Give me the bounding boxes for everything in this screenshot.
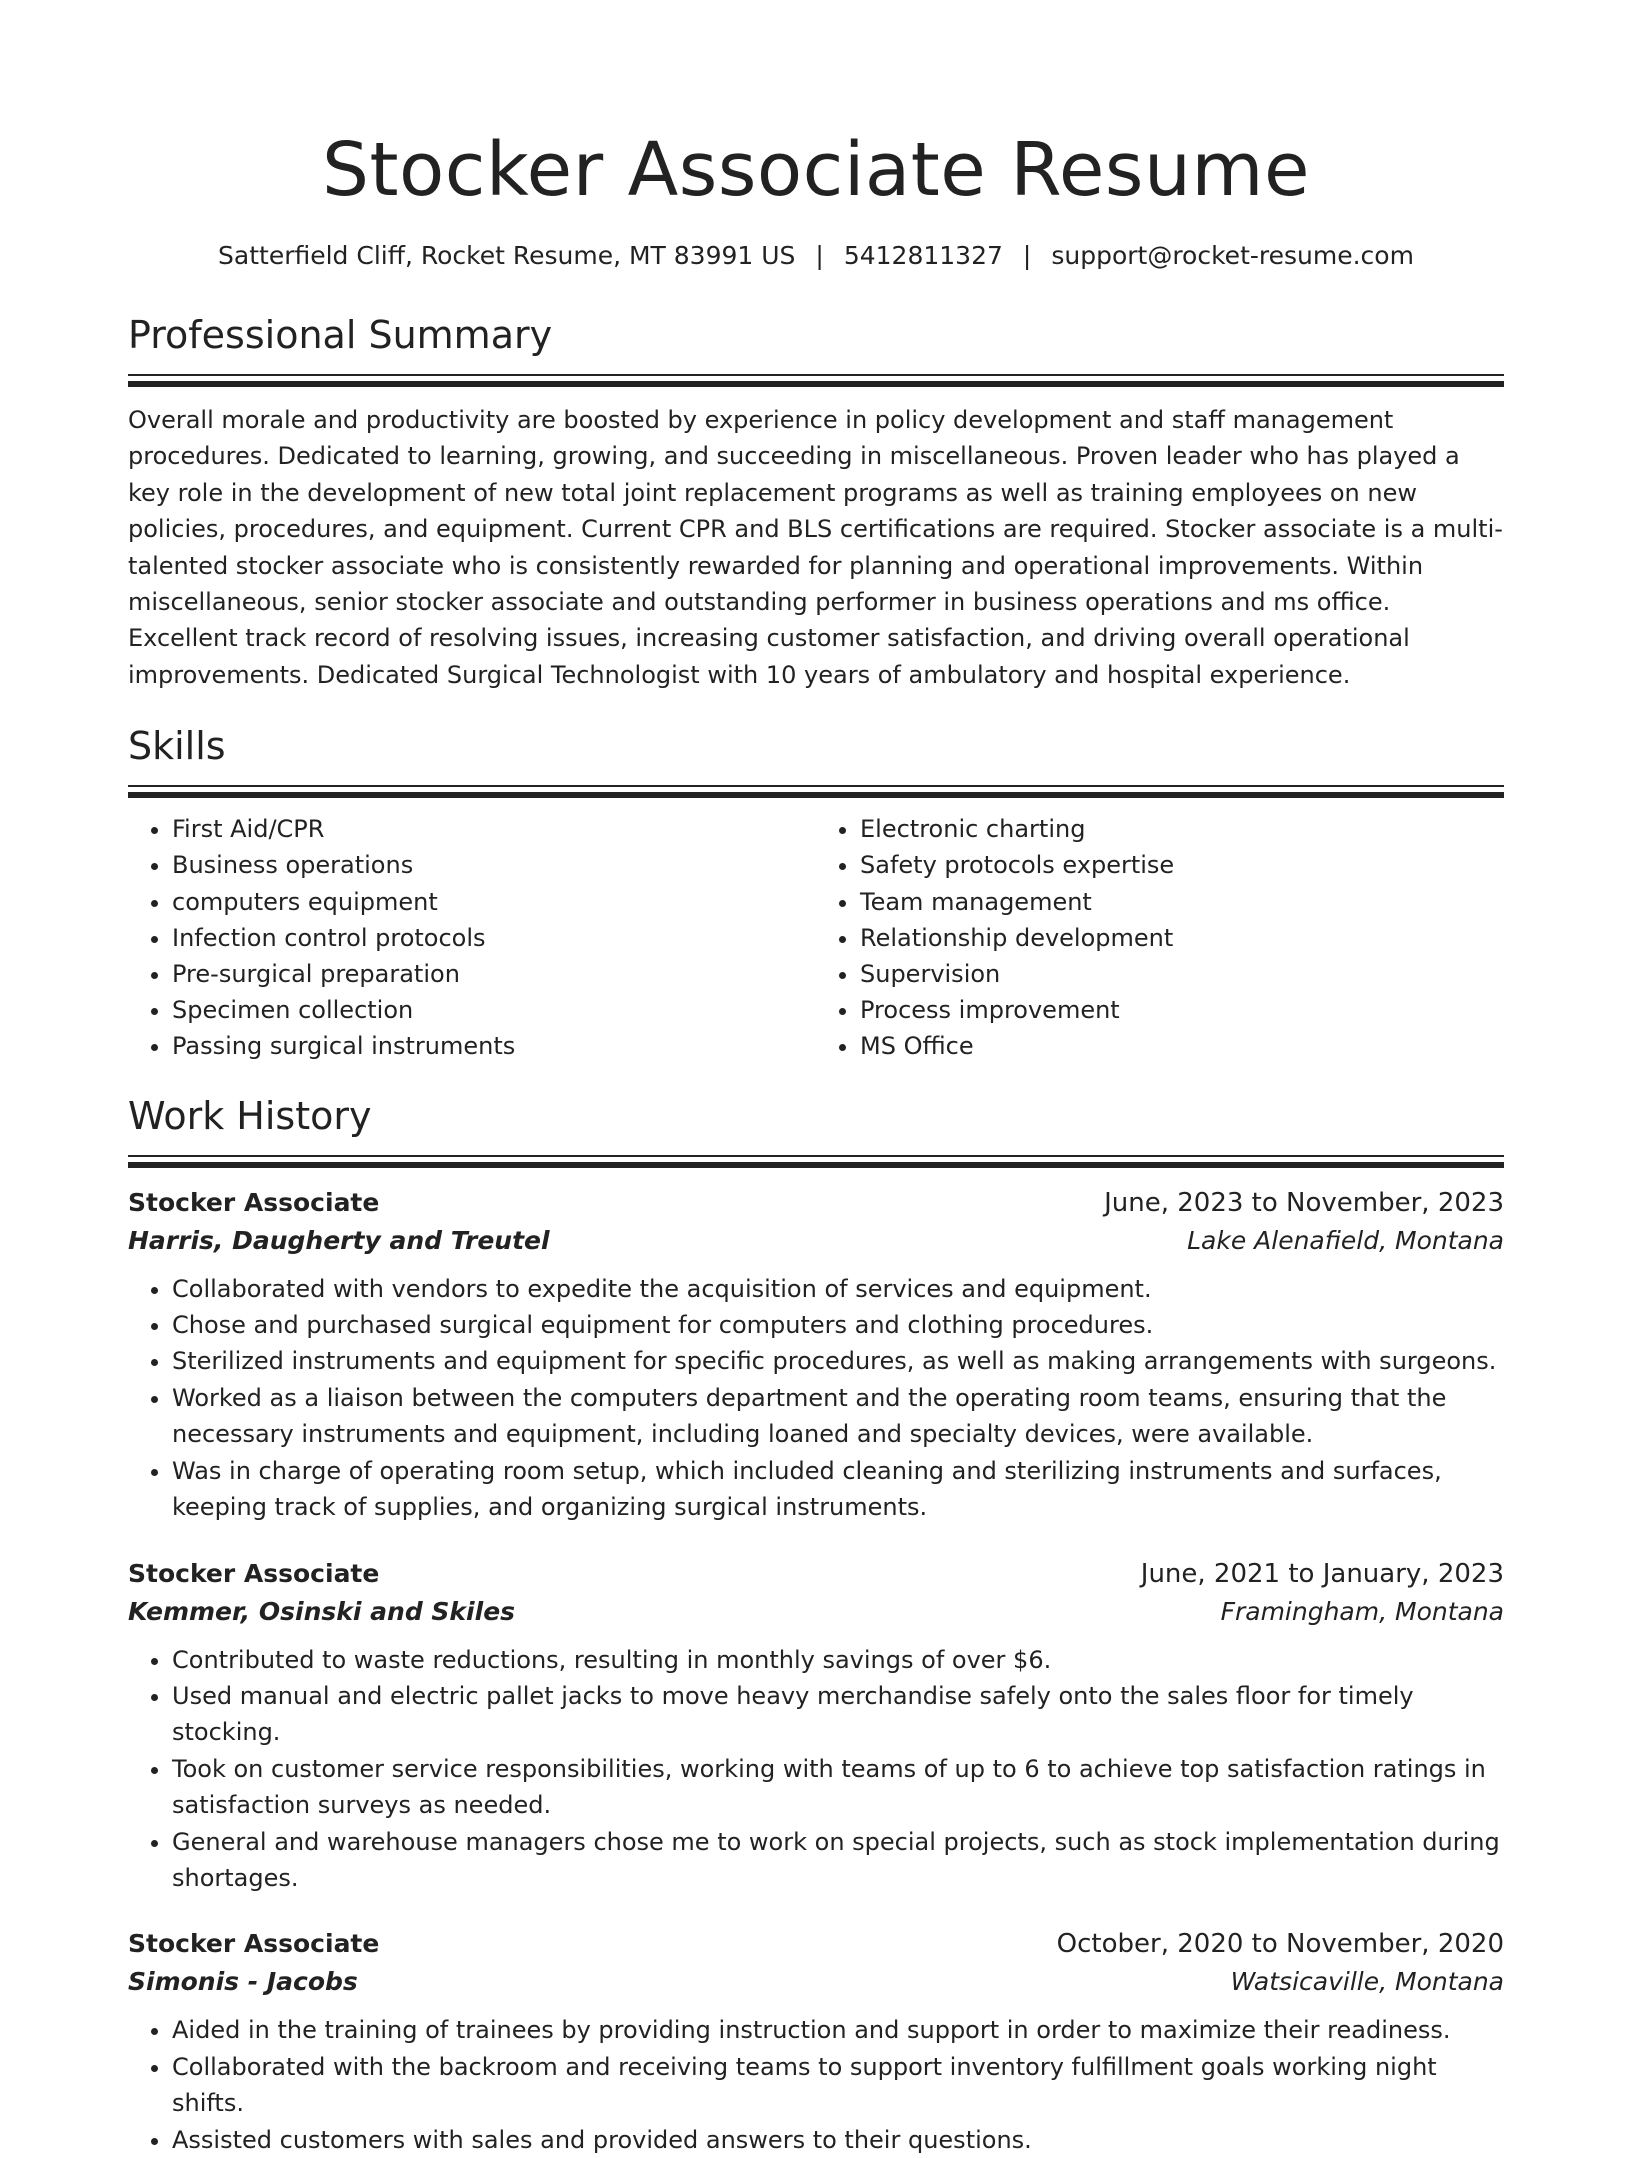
section-divider: [128, 374, 1504, 388]
job-bullet: • General and warehouse managers chose me to work on special projects, such as stock implementation during shortages.: [172, 1824, 1504, 1897]
skills-list-left: [128, 811, 816, 1064]
job-entry: [128, 1926, 1504, 2158]
contact-address: Satterfield Cliff, Rocket Resume, MT 83991 US: [218, 241, 796, 270]
job-bullets: [128, 1642, 1504, 1897]
skill-item: • Process improvement: [860, 992, 1504, 1028]
job-bullet: • Collaborated with the backroom and receiving teams to support inventory fulfillment goals working night shifts.: [172, 2049, 1504, 2122]
job-entry: [128, 1556, 1504, 1897]
job-location: Lake Alenafield, Montana: [1187, 1225, 1504, 1255]
section-heading-skills: Skills: [128, 724, 226, 769]
job-bullet: • Used manual and electric pallet jacks to move heavy merchandise safely onto the sales floor for timely stocking.: [172, 1678, 1504, 1751]
skill-item: • MS Office: [860, 1028, 1504, 1064]
job-title: Stocker Associate: [128, 1187, 380, 1217]
skill-item: • Pre-surgical preparation: [172, 956, 816, 992]
section-heading-summary: Professional Summary: [128, 313, 553, 357]
job-subheader: [128, 1592, 1504, 1632]
job-subheader: [128, 1962, 1504, 2002]
job-header: [128, 1926, 1504, 1962]
skill-item: • Supervision: [860, 956, 1504, 992]
skill-item: • Business operations: [172, 847, 816, 883]
job-location: Watsicaville, Montana: [1230, 1967, 1504, 1997]
job-bullet: • Contributed to waste reductions, resulting in monthly savings of over $6.: [172, 1642, 1504, 1678]
skill-item: • Safety protocols expertise: [860, 847, 1504, 883]
summary-section: [128, 310, 1504, 693]
job-entry: [128, 1185, 1504, 1526]
job-company: Kemmer, Osinski and Skiles: [128, 1596, 516, 1626]
job-bullet: • Was in charge of operating room setup, which included cleaning and sterilizing instruments and surfaces, keeping track of supplies, and organizing surgical instruments.: [172, 1453, 1504, 1526]
resume-page: [128, 0, 1504, 2158]
work-history-section: [128, 1091, 1504, 2158]
job-header: [128, 1185, 1504, 1221]
job-bullets: [128, 2012, 1504, 2158]
job-dates: June, 2021 to January, 2023: [1140, 1558, 1504, 1589]
skills-section: [128, 721, 1504, 1064]
job-title: Stocker Associate: [128, 1929, 380, 1959]
job-bullet: • Sterilized instruments and equipment for specific procedures, as well as making arrangements with surgeons.: [172, 1343, 1504, 1379]
contact-separator: |: [815, 241, 824, 270]
skill-item: • Team management: [860, 884, 1504, 920]
job-dates: October, 2020 to November, 2020: [1056, 1929, 1504, 1960]
job-bullet: • Chose and purchased surgical equipment for computers and clothing procedures.: [172, 1307, 1504, 1343]
resume-title: Stocker Associate Resume: [322, 127, 1310, 213]
job-title: Stocker Associate: [128, 1558, 380, 1588]
job-location: Framingham, Montana: [1220, 1596, 1504, 1626]
job-company: Simonis - Jacobs: [128, 1967, 358, 1997]
job-bullet: • Assisted customers with sales and provided answers to their questions.: [172, 2122, 1504, 2158]
skill-item: • Passing surgical instruments: [172, 1028, 816, 1064]
job-bullet: • Took on customer service responsibilities, working with teams of up to 6 to achieve top satisfaction ratings in satisfaction surveys as needed.: [172, 1751, 1504, 1824]
job-company: Harris, Daugherty and Treutel: [128, 1225, 550, 1255]
skill-item: • Relationship development: [860, 920, 1504, 956]
job-bullet: • Aided in the training of trainees by providing instruction and support in order to maximize their readiness.: [172, 2012, 1504, 2048]
contact-separator: |: [1022, 241, 1032, 270]
job-bullet: • Worked as a liaison between the computers department and the operating room teams, ensuring that the necessary instruments and equipment, including loaned and specialty devices, were available.: [172, 1380, 1504, 1453]
section-divider: [128, 1155, 1504, 1169]
job-bullet: • Collaborated with vendors to expedite the acquisition of services and equipment.: [172, 1271, 1504, 1307]
job-subheader: [128, 1221, 1504, 1261]
section-divider: [128, 785, 1504, 799]
contact-line: [128, 238, 1504, 274]
job-bullets: [128, 1271, 1504, 1526]
skills-grid: [128, 811, 1504, 1064]
skill-item: • First Aid/CPR: [172, 811, 816, 847]
skill-item: • Electronic charting: [860, 811, 1504, 847]
job-dates: June, 2023 to November, 2023: [1104, 1187, 1504, 1218]
skill-item: • Specimen collection: [172, 992, 816, 1028]
job-header: [128, 1556, 1504, 1592]
summary-text: Overall morale and productivity are boosted by experience in policy development and staff management procedures. Dedicated to learning, growing, and succeeding in miscellaneous. Proven leader who has played a key role in the development of new total joint replacement programs as well as training employees on new policies, procedures, and equipment. Current CPR and BLS certifications are required. Stocker associate is a multi-talented stocker associate who is consistently rewarded for planning and operational improvements. Within miscellaneous, senior stocker associate and outstanding performer in business operations and ms office. Excellent track record of resolving issues, increasing customer satisfaction, and driving overall operational improvements. Dedicated Surgical Technologist with 10 years of ambulatory and hospital experience.: [128, 406, 1503, 689]
skill-item: • computers equipment: [172, 884, 816, 920]
skills-list-right: [816, 811, 1504, 1064]
contact-phone: 5412811327: [843, 241, 1003, 270]
contact-email: support@rocket-resume.com: [1051, 241, 1414, 270]
section-heading-work-history: Work History: [128, 1093, 372, 1138]
skill-item: • Infection control protocols: [172, 920, 816, 956]
